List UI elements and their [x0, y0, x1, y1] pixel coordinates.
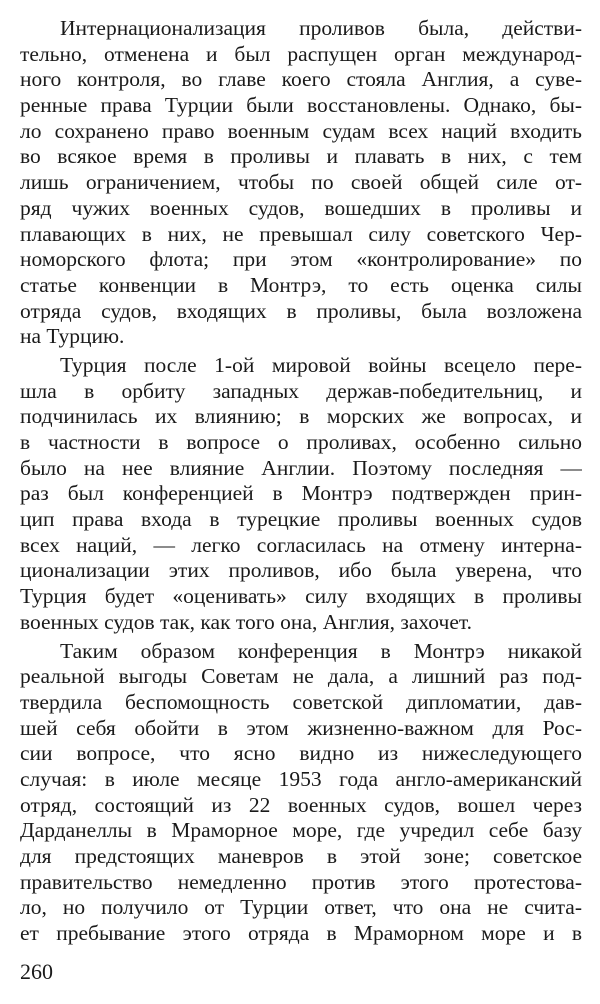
text-line: цип права входа в турецкие проливы военных судов [20, 507, 582, 532]
text-line: плавающих в них, не превышал силу советского Чер- [20, 221, 582, 246]
text-line: ного контроля, во главе коего стояла Англия, а сувe- [20, 67, 582, 92]
text-line: для предстоящих маневров в этой зоне; советское [20, 844, 582, 868]
text-line: в частности в вопросе о проливах, особенно сильно [20, 430, 582, 454]
text-line: Турция после 1-ой мировой войны всецело пере- [60, 352, 582, 377]
paragraph-1 [20, 16, 582, 350]
page-body [20, 16, 582, 947]
paragraph-3 [20, 639, 582, 947]
text-line: раз был конференцией в Монтрэ подтвержден прин- [20, 481, 582, 506]
text-line: сии вопросе, что ясно видно из нижеследующего [20, 741, 582, 766]
text-line: отряд, состоящий из 22 военных судов, вошел через [20, 792, 582, 817]
text-line: твердила беспомощность советской дипломатии, дав- [20, 689, 582, 714]
text-line: тельно, отменена и был распущен орган международ- [20, 41, 582, 66]
text-line: во всякое время в проливы и плавать в них, с тем [20, 144, 582, 169]
text-line: ло сохранено право военным судам всех наций входить [20, 118, 582, 143]
text-line: Дарданеллы в Мраморное море, где учредил себе базу [20, 818, 582, 843]
text-line: всех наций, — легко согласилась на отмену интерна- [20, 532, 582, 557]
paragraph-2 [20, 353, 582, 636]
text-line: шей себя обойти в этом жизненно-важном для Рос- [20, 715, 582, 740]
text-line: было на нее влияние Англии. Поэтому последняя — [20, 455, 582, 480]
text-line: номорского флота; при этом «контролирование» по [20, 247, 582, 272]
text-line: реальной выгоды Советам не дала, а лишний раз под- [20, 664, 582, 689]
text-line: Таким образом конференция в Монтрэ никакой [60, 638, 582, 663]
text-line: лишь ограничением, чтобы по своей общей силе от- [20, 170, 582, 195]
page-number: 260 [20, 959, 53, 984]
text-line: отряда судов, входящих в проливы, была возложена [20, 298, 582, 323]
text-line: военных судов так, как того она, Англия, захочет. [20, 609, 473, 634]
text-line: на Турцию. [20, 324, 125, 349]
text-line: подчинилась их влиянию; в морских же вопросах, и [20, 404, 582, 429]
text-line: ло, но получило от Турции ответ, что она не счита- [20, 895, 582, 920]
text-line: ционализации этих проливов, ибо была уверена, что [20, 558, 582, 583]
text-line: Интернационализация проливов была, действи- [60, 16, 582, 40]
text-line: правительство немедленно против этого протестова- [20, 869, 582, 894]
text-line: шла в орбиту западных держав-победительниц, и [20, 378, 582, 403]
text-line: ренные права Турции были восстановлены. Однако, бы- [20, 93, 582, 118]
text-line: ет пребывание этого отряда в Мраморном море и в [20, 921, 582, 946]
text-line: Турция будет «оценивать» силу входящих в проливы [20, 584, 582, 609]
text-line: статье конвенции в Монтрэ, то есть оценка силы [20, 272, 582, 297]
text-line: случая: в июле месяце 1953 года англо-американский [20, 766, 582, 791]
text-line: ряд чужих военных судов, вошедших в проливы и [20, 195, 582, 220]
